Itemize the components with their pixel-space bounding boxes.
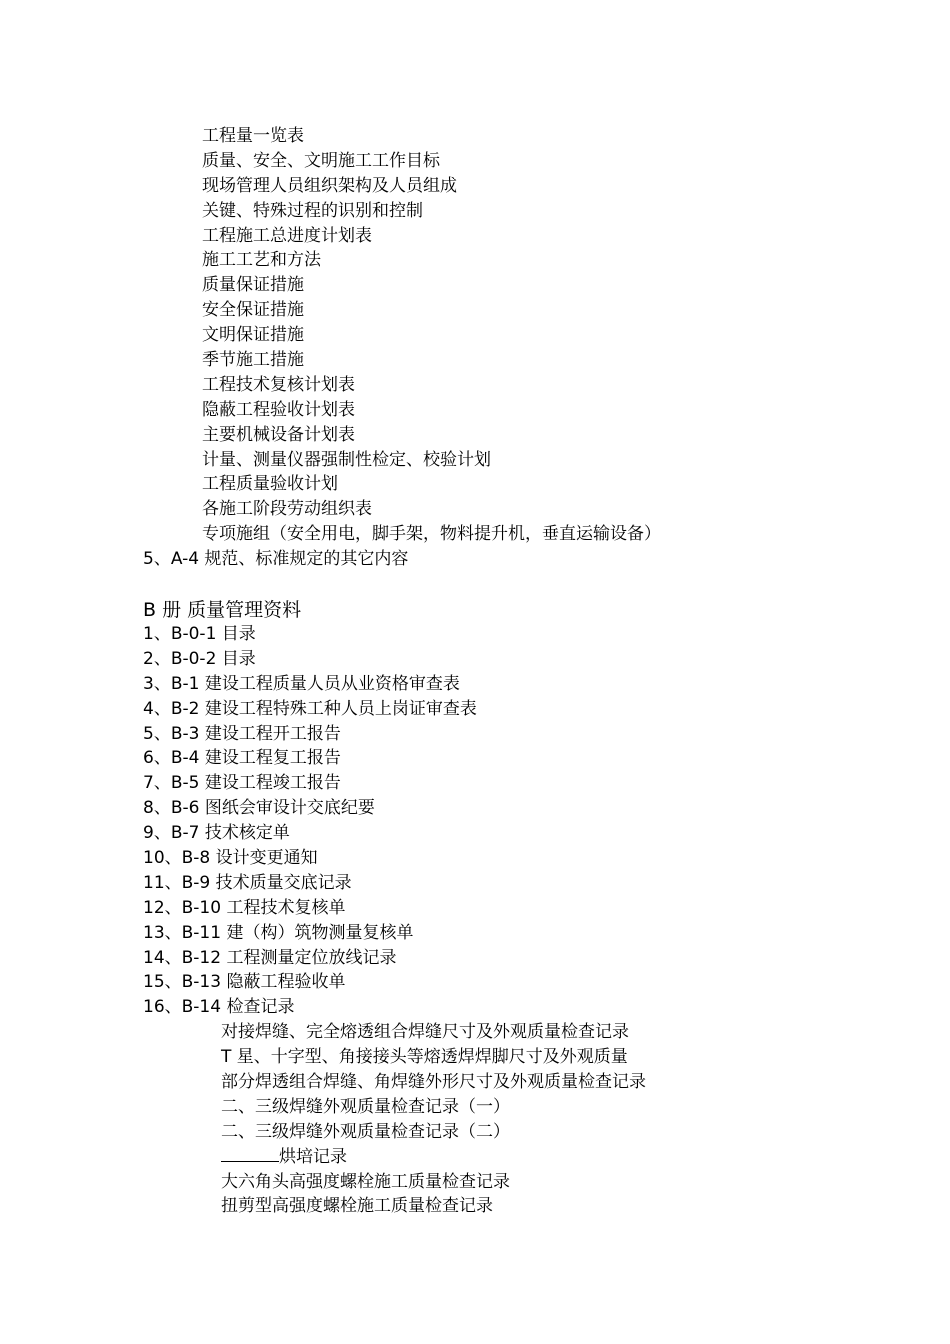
list-item: 11、B-9 技术质量交底记录 [143, 872, 352, 893]
list-item: 现场管理人员组织架构及人员组成 [202, 175, 457, 196]
list-item: 施工工艺和方法 [202, 250, 321, 271]
fill-in-blank [221, 1147, 279, 1162]
list-item: 计量、测量仪器强制性检定、校验计划 [202, 449, 491, 470]
list-item: 关键、特殊过程的识别和控制 [202, 200, 423, 221]
list-item: 季节施工措施 [202, 350, 304, 371]
list-item: 2、B-0-2 目录 [143, 648, 256, 669]
list-item: 16、B-14 检查记录 [143, 997, 295, 1018]
list-item: 质量保证措施 [202, 275, 304, 296]
section-a-list [0, 124, 950, 572]
list-subitem: 部分焊透组合焊缝、角焊缝外形尺寸及外观质量检查记录 [221, 1072, 646, 1093]
list-subitem-baking [0, 1145, 950, 1170]
list-item: 13、B-11 建（构）筑物测量复核单 [143, 922, 414, 943]
list-subitem: 二、三级焊缝外观质量检查记录（一） [221, 1096, 510, 1117]
list-item: 4、B-2 建设工程特殊工种人员上岗证审查表 [143, 698, 477, 719]
list-item: 15、B-13 隐蔽工程验收单 [143, 972, 346, 993]
list-item: 质量、安全、文明施工工作目标 [202, 150, 440, 171]
list-item: 工程量一览表 [202, 126, 304, 146]
list-item: 专项施组（安全用电，脚手架，物料提升机，垂直运输设备） [202, 524, 661, 545]
list-item: 6、B-4 建设工程复工报告 [143, 748, 341, 769]
list-item: 隐蔽工程验收计划表 [202, 399, 355, 420]
section-b-heading-wrap [0, 597, 950, 623]
list-subitem: 扭剪型高强度螺栓施工质量检查记录 [221, 1196, 493, 1217]
list-item: 8、B-6 图纸会审设计交底纪要 [143, 798, 375, 819]
section-b-list [0, 622, 950, 1219]
list-item: 1、B-0-1 目录 [143, 624, 256, 644]
list-item: 14、B-12 工程测量定位放线记录 [143, 947, 397, 968]
section-heading: B 册 质量管理资料 [143, 599, 302, 621]
list-item: 工程质量验收计划 [202, 474, 338, 495]
list-item: 各施工阶段劳动组织表 [202, 499, 372, 520]
list-item: 3、B-1 建设工程质量人员从业资格审查表 [143, 673, 460, 694]
list-item: 12、B-10 工程技术复核单 [143, 897, 346, 918]
list-item: 9、B-7 技术核定单 [143, 823, 290, 844]
list-item: 10、B-8 设计变更通知 [143, 848, 318, 869]
list-item: 7、B-5 建设工程竣工报告 [143, 773, 341, 794]
list-item: 文明保证措施 [202, 325, 304, 346]
list-item: 5、B-3 建设工程开工报告 [143, 723, 341, 744]
list-item: 安全保证措施 [202, 300, 304, 321]
list-subitem: T 星、十字型、角接接头等熔透焊焊脚尺寸及外观质量 [221, 1047, 628, 1068]
list-item: 工程施工总进度计划表 [202, 225, 372, 246]
baking-record-label: 烘培记录 [279, 1146, 347, 1167]
list-item: 工程技术复核计划表 [202, 374, 355, 395]
list-item: 5、A-4 规范、标准规定的其它内容 [143, 549, 409, 570]
list-item: 主要机械设备计划表 [202, 424, 355, 445]
list-subitem: 大六角头高强度螺栓施工质量检查记录 [221, 1171, 510, 1192]
list-subitem: 对接焊缝、完全熔透组合焊缝尺寸及外观质量检查记录 [221, 1022, 629, 1043]
list-subitem: 二、三级焊缝外观质量检查记录（二） [221, 1121, 510, 1142]
